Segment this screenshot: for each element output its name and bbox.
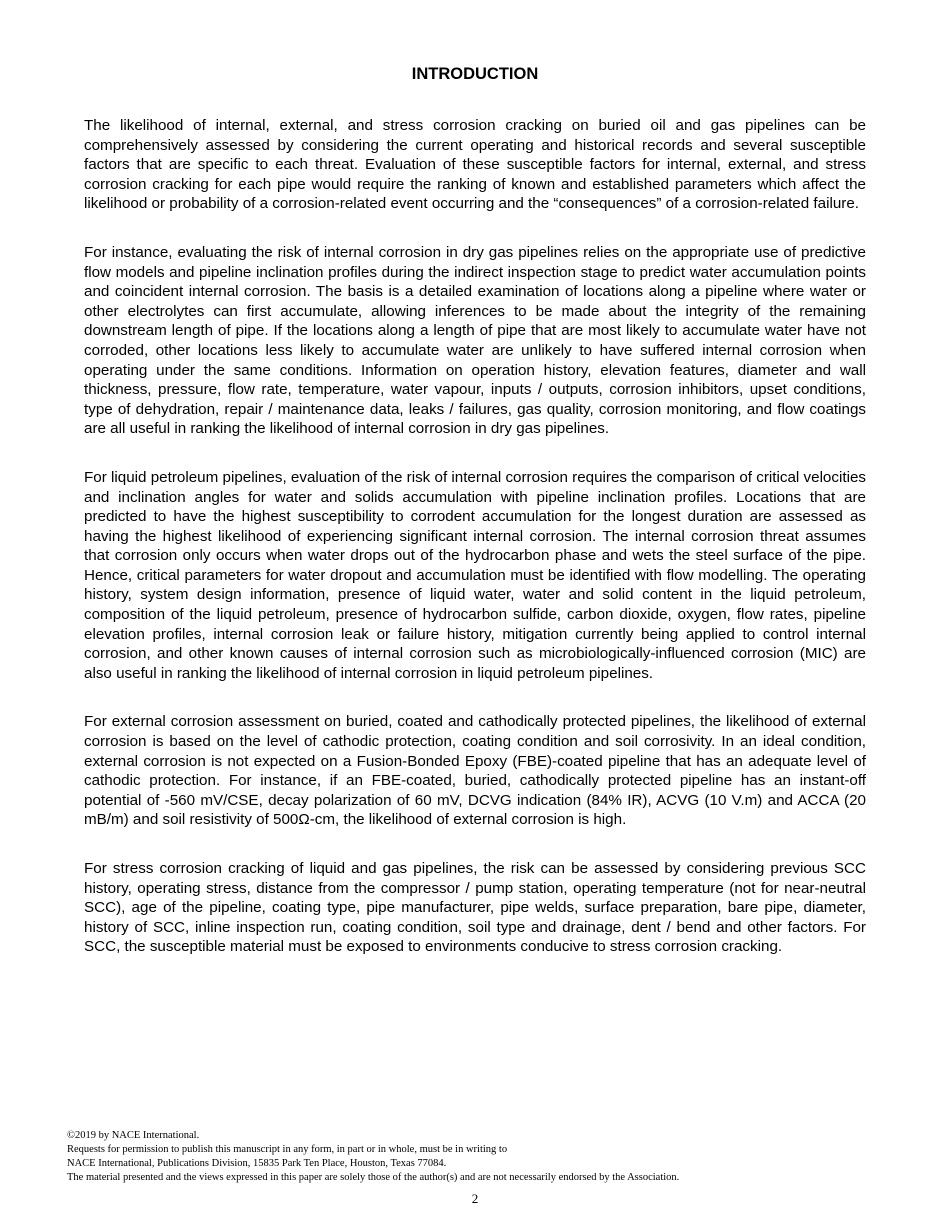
footer-disclaimer: The material presented and the views expressed in this paper are solely those of the author(s) and are not necessarily endorsed by the Association. bbox=[67, 1172, 680, 1183]
page-number: 2 bbox=[471, 1191, 479, 1206]
paragraph-liquid-petroleum-internal-corrosion: For liquid petroleum pipelines, evaluation of the risk of internal corrosion requires the comparison of critical velocities and inclination angles for water and solids accumulation with pipeline inclination profiles. Locations that are predicted to have the highest susceptibility to corrodent accumulation for the longest duration are assessed as having the highest likelihood of experiencing significant internal corrosion. The internal corrosion threat assumes that corrosion only occurs when water drops out of the hydrocarbon phase and wets the steel surface of the pipe. Hence, critical parameters for water dropout and accumulation must be identified with flow modelling. The operating history, system design information, presence of liquid water, water and solid content in the liquid petroleum, composition of the liquid petroleum, presence of hydrocarbon sulfide, carbon dioxide, oxygen, flow rates, pipeline elevation profiles, internal corrosion leak or failure history, mitigation currently being applied to control internal corrosion, and other known causes of internal corrosion such as microbiologically-influenced corrosion (MIC) are also useful in ranking the likelihood of internal corrosion in liquid petroleum pipelines. bbox=[84, 468, 866, 682]
footer-permission-line-2: NACE International, Publications Division, 15835 Park Ten Place, Houston, Texas 77084. bbox=[67, 1158, 447, 1169]
footer-copyright: ©2019 by NACE International. bbox=[67, 1130, 200, 1141]
footer-permission-line-1: Requests for permission to publish this manuscript in any form, in part or in whole, must be in writing to bbox=[67, 1144, 508, 1155]
footer bbox=[67, 1129, 887, 1185]
page-title: INTRODUCTION bbox=[411, 65, 539, 83]
paragraph-overview: The likelihood of internal, external, and stress corrosion cracking on buried oil and gas pipelines can be comprehensively assessed by considering the current operating and historical records and several susceptible factors that are specific to each threat. Evaluation of these susceptible factors for internal, external, and stress corrosion cracking for each pipe would require the ranking of known and established parameters which affect the likelihood or probability of a corrosion-related event occurring and the “consequences” of a corrosion-related failure. bbox=[84, 117, 866, 213]
paragraph-dry-gas-internal-corrosion: For instance, evaluating the risk of internal corrosion in dry gas pipelines relies on the appropriate use of predictive flow models and pipeline inclination profiles during the indirect inspection stage to predict water accumulation points and coincident internal corrosion. The basis is a detailed examination of locations along a pipeline where water or other electrolytes can first accumulate, allowing inferences to be made about the integrity of the remaining downstream length of pipe. If the locations along a length of pipe that are most likely to accumulate water have not corroded, other locations less likely to accumulate water are unlikely to have suffered internal corrosion when operating under the same conditions. Information on operation history, elevation features, diameter and wall thickness, pressure, flow rate, temperature, water vapour, inputs / outputs, corrosion inhibitors, upset conditions, type of dehydration, repair / maintenance data, leaks / failures, gas quality, corrosion monitoring, and flow coatings are all useful in ranking the likelihood of internal corrosion in dry gas pipelines. bbox=[84, 243, 866, 438]
body-text bbox=[84, 116, 866, 986]
paragraph-stress-corrosion-cracking: For stress corrosion cracking of liquid and gas pipelines, the risk can be assessed by considering previous SCC history, operating stress, distance from the compressor / pump station, operating temperature (not for near-neutral SCC), age of the pipeline, coating type, pipe manufacturer, pipe welds, surface preparation, bare pipe, diameter, history of SCC, inline inspection run, coating condition, soil type and drainage, dent / bend and other factors. For SCC, the susceptible material must be exposed to environments conducive to stress corrosion cracking. bbox=[84, 860, 866, 956]
paragraph-external-corrosion: For external corrosion assessment on buried, coated and cathodically protected pipelines, the likelihood of external corrosion is based on the level of cathodic protection, coating condition and soil corrosivity. In an ideal condition, external corrosion is not expected on a Fusion-Bonded Epoxy (FBE)-coated pipeline that has an adequate level of cathodic protection. For instance, if an FBE-coated, buried, cathodically protected pipeline has an instant-off potential of -560 mV/CSE, decay polarization of 60 mV, DCVG indication (84% IR), ACVG (10 V.m) and ACCA (20 mB/m) and soil resistivity of 500Ω-cm, the likelihood of external corrosion is high. bbox=[84, 713, 866, 829]
